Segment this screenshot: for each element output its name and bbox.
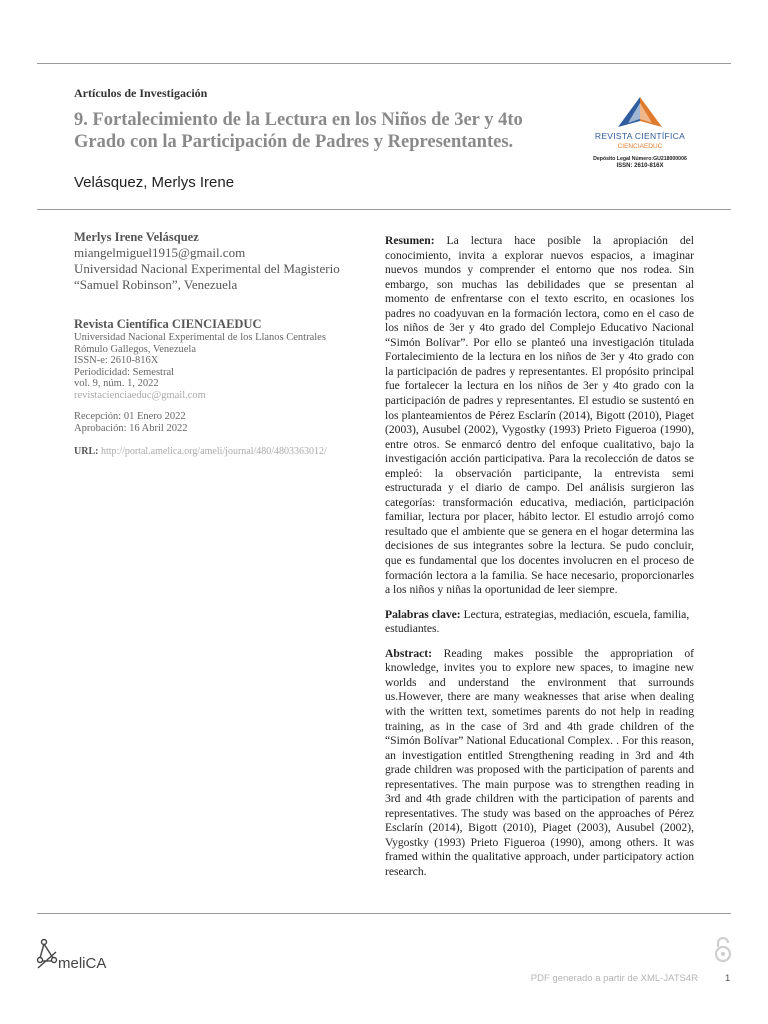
abstract-es-label: Resumen: bbox=[385, 234, 435, 247]
journal-periodicity: Periodicidad: Semestral bbox=[74, 366, 175, 378]
journal-logo bbox=[570, 95, 710, 169]
logo-deposit: Depósito Legal Número:GU218000006 bbox=[593, 156, 687, 162]
approved-date: Aprobación: 16 Abril 2022 bbox=[74, 422, 188, 434]
footer-rule bbox=[37, 913, 731, 914]
journal-volume: vol. 9, núm. 1, 2022 bbox=[74, 378, 159, 389]
abstract-en bbox=[385, 647, 694, 880]
url-line bbox=[74, 446, 364, 457]
journal-logo-icon bbox=[610, 95, 670, 129]
article-url-link[interactable]: http://portal.amelica.org/ameli/journal/480/4803363012/ bbox=[100, 446, 327, 457]
keywords-es-label: Palabras clave: bbox=[385, 607, 461, 621]
page-number: 1 bbox=[725, 973, 731, 984]
metadata-column bbox=[74, 230, 364, 457]
author-institution-1: Universidad Nacional Experimental del Magisterio bbox=[74, 261, 340, 276]
generated-note: PDF generado a partir de XML-JATS4R bbox=[530, 973, 698, 984]
logo-sub: CIENCIAEDUC bbox=[617, 143, 663, 150]
journal-university: Universidad Nacional Experimental de los Llanos Centrales bbox=[74, 332, 326, 343]
logo-issn: ISSN: 2610-816X bbox=[616, 163, 664, 169]
top-rule bbox=[37, 63, 731, 64]
url-label: URL: bbox=[74, 446, 99, 457]
article-title: 9. Fortalecimiento de la Lectura en los Niños de 3er y 4to Grado con la Participación de Padres y Representantes. bbox=[74, 110, 523, 152]
abstract-es-text: La lectura hace posible la apropiación del conocimiento, invita a explorar nuevos espacios, a imaginar nuevos mundos y comprender el entorno que nos rodea. Sin embargo, son muchas las debilidades que se presentan al momento de enfrentarse con el texto escrito, en ocasiones los padres no coadyuvan en la formación lectora, como en el caso de los niños de 3er y 4to grado del Complejo Educativo Nacional “Simón Bolívar”. Por ello se planteó una investigación titulada Fortalecimiento de la lectura en los niños de 3er y 4to grado con la participación de padres y representantes. El propósito principal fue fortalecer la lectura en los niños de 3er y 4to grado con la participación de padres y representantes. El estudio se sustentó en los planteamientos de Pérez Esclarín (2014), Bigott (2010), Piaget (2003), Ausubel (2002), Vygostky (1993) Prieto Figueroa (1990), entre otros. Se enmarcó dentro del enfoque cualitativo, bajo la investigación acción participativa. Para la recolección de datos se empleó: la observación participante, la entrevista semi estructurada y el diario de campo. Del análisis surgieron las categorías: transformación educativa, mediación, participación familiar, lectura por placer, hábito lector. El estudio arrojó como resultado que el ambiente que se genera en el hogar determina las decisiones de sus integrantes sobre la lectura. Se pudo concluir, que es fundamental que los docentes involucren en el proceso de formación lectora a la familia. Se hace necesario, proporcionarles a los niños y niñas la oportunidad de leer siempre. bbox=[385, 234, 694, 597]
journal-email[interactable]: revistacienciaeduc@gmail.com bbox=[74, 389, 206, 401]
section-label: Artículos de Investigación bbox=[74, 86, 208, 100]
journal-location: Rómulo Gallegos, Venezuela bbox=[74, 343, 196, 355]
dates-block bbox=[74, 411, 364, 434]
keywords-es-text: Lectura, estrategias, mediación, escuela, familia, estudiantes. bbox=[385, 607, 690, 636]
amelica-logo-icon bbox=[36, 936, 136, 972]
author-name: Merlys Irene Velásquez bbox=[74, 230, 199, 244]
journal-name: Revista Científica CIENCIAEDUC bbox=[74, 317, 262, 331]
received-date: Recepción: 01 Enero 2022 bbox=[74, 411, 186, 422]
author-line: Velásquez, Merlys Irene bbox=[74, 174, 235, 191]
header-rule bbox=[37, 209, 731, 210]
amelica-logo[interactable] bbox=[36, 936, 136, 977]
abstract-en-label: Abstract: bbox=[385, 646, 433, 660]
abstract-en-text: Reading makes possible the appropriation of knowledge, invites you to explore new spaces, to imagine new worlds and understand the environment that surrounds us.However, there are many weaknesses that arise when dealing with the written text, sometimes parents do not help in reading training, as in the case of 3rd and 4th grade children of the “Simón Bolívar” National Educational Complex. . For this reason, an investigation entitled Strengthening reading in 3rd and 4th grade children was proposed with the participation of parents and representatives. The main purpose was to strengthen reading in 3rd and 4th grade children with the participation of parents and representatives. The study was based on the approaches of Pérez Esclarín (2014), Bigott (2010), Piaget (2003), Ausubel (2002), Vygostky (1993) Prieto Figueroa (1990), among others. It was framed within the qualitative approach, under participatory action research. bbox=[385, 646, 694, 878]
logo-name: REVISTA CIENTÍFICA bbox=[594, 131, 686, 141]
open-access-icon bbox=[712, 937, 734, 968]
keywords-es bbox=[385, 608, 694, 637]
abstract-es bbox=[385, 234, 694, 598]
author-institution-2: “Samuel Robinson”, Venezuela bbox=[74, 277, 238, 292]
journal-issn: ISSN-e: 2610-816X bbox=[74, 355, 159, 366]
author-email[interactable]: miangelmiguel1915@gmail.com bbox=[74, 245, 246, 260]
abstract-column bbox=[385, 234, 694, 890]
amelica-logo-text: meliCA bbox=[58, 955, 107, 972]
